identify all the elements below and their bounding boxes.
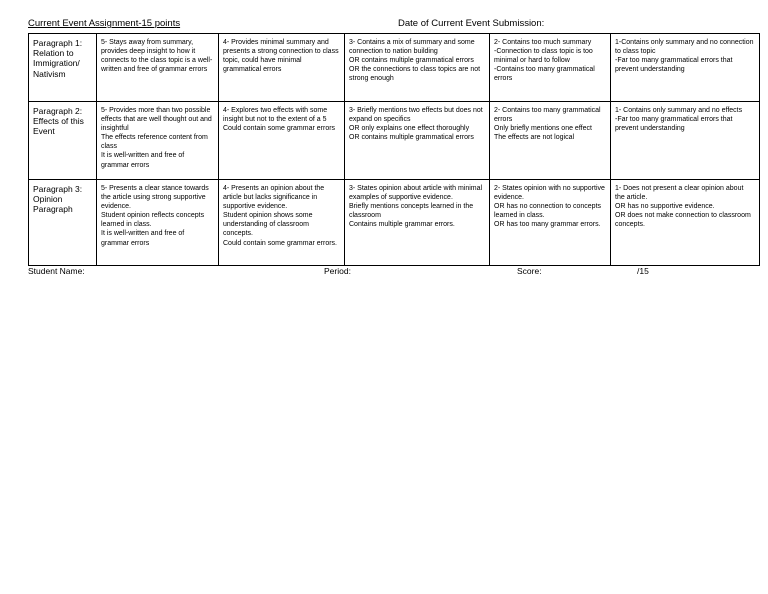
period-label: Period: (324, 266, 351, 276)
rubric-cell-score-5: 5- Presents a clear stance towards the article using strong supportive evidence. Student opinion reflects concepts learned in class. It is well-written and free of grammar errors (97, 180, 219, 266)
rubric-cell-score-2: 2- Contains too much summary -Connection to class topic is too minimal or hard to follow -Contains too many grammatical errors (490, 34, 611, 102)
rubric-cell-score-1: 1-Contains only summary and no connection to class topic -Far too many grammatical errors that prevent understanding (611, 34, 760, 102)
rubric-cell-score-3: 3- Contains a mix of summary and some connection to nation building OR contains multiple grammatical errors OR the connections to class topics are not strong enough (345, 34, 490, 102)
table-row (29, 180, 760, 266)
row-label: Paragraph 3: Opinion Paragraph (29, 180, 97, 266)
rubric-cell-score-5: 5- Provides more than two possible effects that are well thought out and insightful The effects reference content from class It is well-written and free of grammar errors (97, 102, 219, 180)
rubric-cell-score-4: 4- Explores two effects with some insight but not to the extent of a 5 Could contain some grammar errors (219, 102, 345, 180)
table-row (29, 102, 760, 180)
document-header (28, 18, 740, 32)
rubric-cell-score-2: 2- Contains too many grammatical errors Only briefly mentions one effect The effects are not logical (490, 102, 611, 180)
score-total: /15 (637, 266, 649, 276)
student-name-label: Student Name: (28, 266, 85, 276)
rubric-cell-score-4: 4- Provides minimal summary and presents a strong connection to class topic, could have minimal grammatical errors (219, 34, 345, 102)
rubric-cell-score-3: 3- Briefly mentions two effects but does not expand on specifics OR only explains one effect thoroughly OR contains multiple grammatical errors (345, 102, 490, 180)
rubric-cell-score-5: 5- Stays away from summary, provides deep insight to how it connects to the class topic is a well-written and free of grammar errors (97, 34, 219, 102)
rubric-cell-score-3: 3- States opinion about article with minimal examples of supportive evidence. Briefly mentions concepts learned in the classroom Contains multiple grammar errors. (345, 180, 490, 266)
score-label: Score: (517, 266, 542, 276)
rubric-table (28, 33, 760, 266)
rubric-cell-score-2: 2- States opinion with no supportive evidence. OR has no connection to concepts learned in class. OR has too many grammar errors. (490, 180, 611, 266)
rubric-cell-score-1: 1- Does not present a clear opinion about the article. OR has no supportive evidence. OR does not make connection to classroom concepts. (611, 180, 760, 266)
row-label: Paragraph 2: Effects of this Event (29, 102, 97, 180)
table-row (29, 34, 760, 102)
rubric-cell-score-1: 1- Contains only summary and no effects -Far too many grammatical errors that prevent understanding (611, 102, 760, 180)
submission-date-label: Date of Current Event Submission: (398, 18, 545, 29)
assignment-title: Current Event Assignment-15 points (28, 18, 181, 29)
rubric-cell-score-4: 4- Presents an opinion about the article but lacks significance in supportive evidence. Student opinion shows some understanding of classroom concepts. Could contain some grammar errors. (219, 180, 345, 266)
document-footer (28, 266, 740, 278)
row-label: Paragraph 1: Relation to Immigration/ Nativism (29, 34, 97, 102)
